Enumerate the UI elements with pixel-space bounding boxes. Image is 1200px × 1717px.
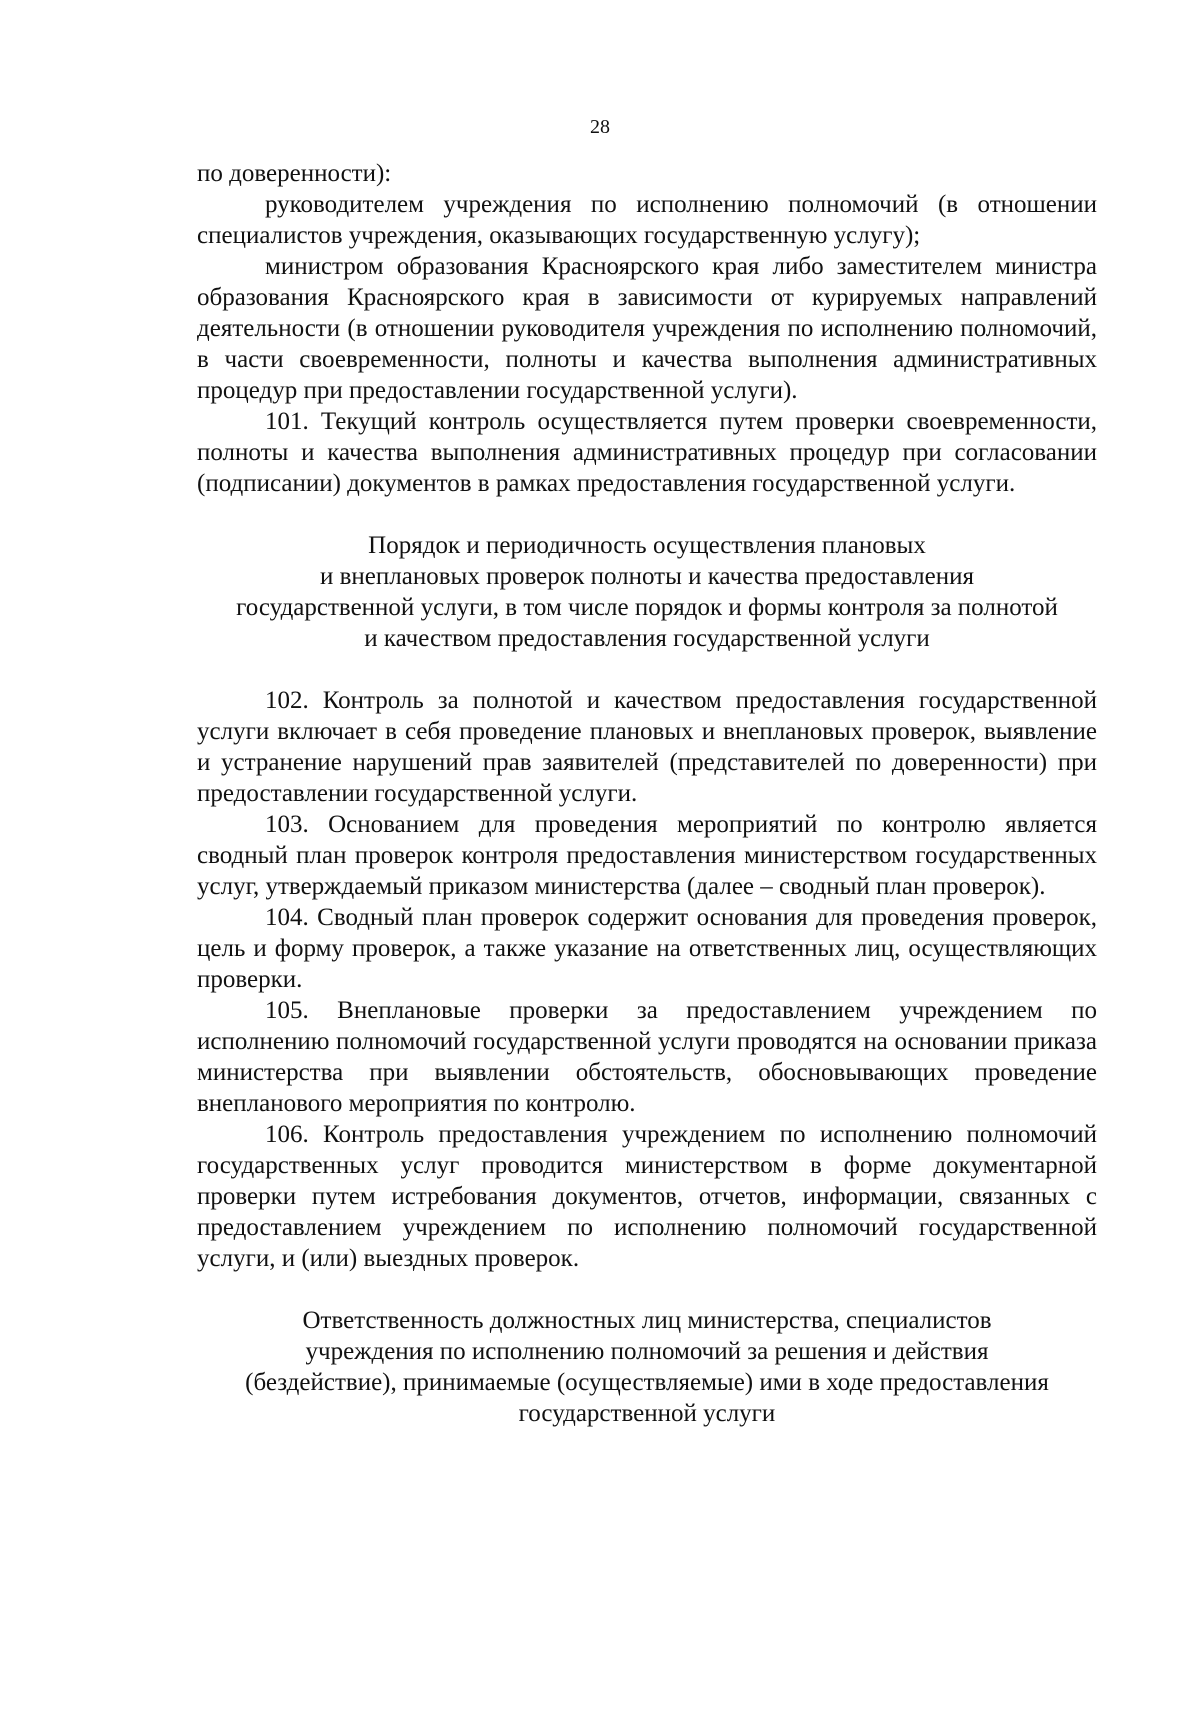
paragraph-101: 101. Текущий контроль осуществляется путем проверки своевременности, полноты и качества выполнения административных процедур при согласовании (подписании) документов в рамках предоставления государственной услуги. <box>197 408 1097 497</box>
paragraph-105: 105. Внеплановые проверки за предоставлением учреждением по исполнению полномочий государственной услуги проводятся на основании приказа министерства при выявлении обстоятельств, обосновывающих проведение внепланового мероприятия по контролю. <box>197 997 1097 1117</box>
heading-line: (бездействие), принимаемые (осуществляемые) ими в ходе предоставления <box>245 1369 1049 1396</box>
paragraph-1: руководителем учреждения по исполнению полномочий (в отношении специалистов учреждения, оказывающих государственную услугу); <box>197 191 1097 249</box>
heading-line: государственной услуги, в том числе порядок и формы контроля за полнотой <box>236 594 1058 621</box>
paragraph-2: министром образования Красноярского края либо заместителем министра образования Красноярского края в зависимости от курируемых направлений деятельности (в отношении руководителя учреждения по исполнению полномочий, в части своевременности, полноты и качества выполнения административных процедур при предоставлении государственной услуги). <box>197 253 1097 404</box>
section-heading-responsibility <box>197 1305 1097 1429</box>
heading-line: и внеплановых проверок полноты и качества предоставления <box>319 563 974 590</box>
heading-line: государственной услуги <box>518 1400 776 1427</box>
document-body <box>197 158 1097 1429</box>
heading-line: Ответственность должностных лиц министерства, специалистов <box>302 1307 992 1334</box>
heading-line: учреждения по исполнению полномочий за решения и действия <box>305 1338 989 1365</box>
paragraph-continuation: по доверенности): <box>197 160 392 187</box>
heading-line: и качеством предоставления государственной услуги <box>364 625 930 652</box>
paragraph-104: 104. Сводный план проверок содержит основания для проведения проверок, цель и форму проверок, а также указание на ответственных лиц, осуществляющих проверки. <box>197 904 1097 993</box>
paragraph-106: 106. Контроль предоставления учреждением по исполнению полномочий государственных услуг проводится министерством в форме документарной проверки путем истребования документов, отчетов, информации, связанных с предоставлением учреждением по исполнению полномочий государственной услуги, и (или) выездных проверок. <box>197 1121 1097 1272</box>
paragraph-102: 102. Контроль за полнотой и качеством предоставления государственной услуги включает в себя проведение плановых и внеплановых проверок, выявление и устранение нарушений прав заявителей (представителей по доверенности) при предоставлении государственной услуги. <box>197 687 1097 807</box>
paragraph-103: 103. Основанием для проведения мероприятий по контролю является сводный план проверок контроля предоставления министерством государственных услуг, утверждаемый приказом министерства (далее – сводный план проверок). <box>197 811 1097 900</box>
heading-line: Порядок и периодичность осуществления плановых <box>368 532 926 559</box>
section-heading-inspections <box>197 530 1097 654</box>
page-number: 28 <box>590 116 610 138</box>
